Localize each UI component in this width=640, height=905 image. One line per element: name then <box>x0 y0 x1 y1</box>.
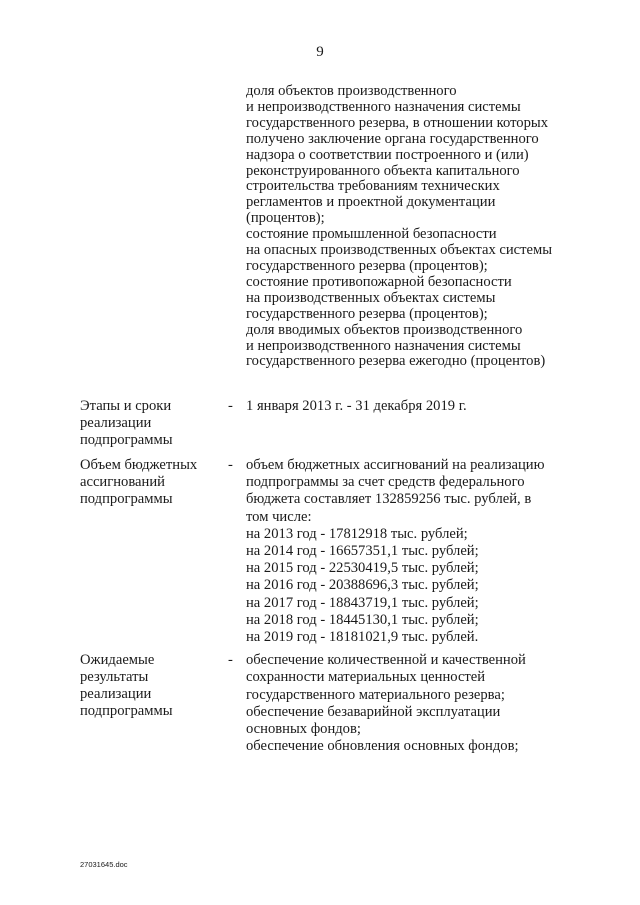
text-line: получено заключение органа государственного <box>246 130 539 147</box>
content-line: на 2014 год - 16657351,1 тыс. рублей; <box>246 543 479 560</box>
content-line: на 2015 год - 22530419,5 тыс. рублей; <box>246 560 479 577</box>
content-line: основных фондов; <box>246 721 361 738</box>
text-line: строительства требованиям технических <box>246 178 500 195</box>
label-line: подпрограммы <box>80 491 173 507</box>
text-line: надзора о соответствии построенного и (или) <box>246 146 529 163</box>
text-line: и непроизводственного назначения системы <box>246 337 521 354</box>
text-line: регламентов и проектной документации <box>246 194 496 211</box>
text-line: на производственных объектах системы <box>246 289 496 306</box>
label-line: реализации <box>80 415 152 431</box>
label-line: подпрограммы <box>80 432 173 448</box>
text-line: на опасных производственных объектах системы <box>246 242 553 259</box>
text-line: (процентов); <box>246 210 325 227</box>
content-line: на 2018 год - 18445130,1 тыс. рублей; <box>246 611 479 628</box>
content-line: обеспечение обновления основных фондов; <box>246 738 519 755</box>
page-number: 9 <box>316 44 324 60</box>
row-content <box>246 457 545 646</box>
content-line: подпрограммы за счет средств федерального <box>246 474 525 491</box>
text-line: состояние промышленной безопасности <box>246 226 497 243</box>
content-line: бюджета составляет 132859256 тыс. рублей, в <box>246 491 532 508</box>
text-line: состояние противопожарной безопасности <box>246 273 512 290</box>
row-label <box>80 398 173 449</box>
label-line: Ожидаемые <box>80 652 155 668</box>
row-label <box>80 457 197 508</box>
label-line: реализации <box>80 686 152 702</box>
content-line: на 2017 год - 18843719,1 тыс. рублей; <box>246 594 479 611</box>
content-line: 1 января 2013 г. - 31 декабря 2019 г. <box>246 398 467 414</box>
content-line: на 2019 год - 18181021,9 тыс. рублей. <box>246 629 479 646</box>
text-line: доля вводимых объектов производственного <box>246 321 523 338</box>
content-line: обеспечение количественной и качественной <box>246 652 526 668</box>
text-line: доля объектов производственного <box>246 83 457 99</box>
row-dash: - <box>228 457 233 473</box>
content-line: том числе: <box>246 508 312 525</box>
content-line: обеспечение безаварийной эксплуатации <box>246 703 501 720</box>
text-line: реконструированного объекта капитального <box>246 162 520 179</box>
text-line: государственного резерва (процентов); <box>246 257 488 274</box>
label-line: ассигнований <box>80 474 165 490</box>
label-line: подпрограммы <box>80 703 173 719</box>
label-line: Объем бюджетных <box>80 457 198 473</box>
continuation-indicators <box>246 84 552 370</box>
row-dash: - <box>228 652 233 668</box>
document-filename: 27031645.doc <box>80 860 128 869</box>
content-line: сохранности материальных ценностей <box>246 669 486 686</box>
row-label <box>80 652 173 720</box>
label-line: Этапы и сроки <box>80 398 172 414</box>
content-line: на 2013 год - 17812918 тыс. рублей; <box>246 525 468 542</box>
row-dash: - <box>228 398 233 414</box>
text-line: государственного резерва, в отношении которых <box>246 114 548 131</box>
row-content <box>246 398 467 415</box>
label-line: результаты <box>80 669 149 685</box>
text-line: и непроизводственного назначения системы <box>246 98 521 115</box>
text-line: государственного резерва ежегодно (процентов) <box>246 353 546 370</box>
content-line: государственного материального резерва; <box>246 686 505 703</box>
content-line: на 2016 год - 20388696,3 тыс. рублей; <box>246 577 479 594</box>
text-line: государственного резерва (процентов); <box>246 305 488 322</box>
row-content <box>246 652 526 756</box>
content-line: объем бюджетных ассигнований на реализацию <box>246 457 545 473</box>
